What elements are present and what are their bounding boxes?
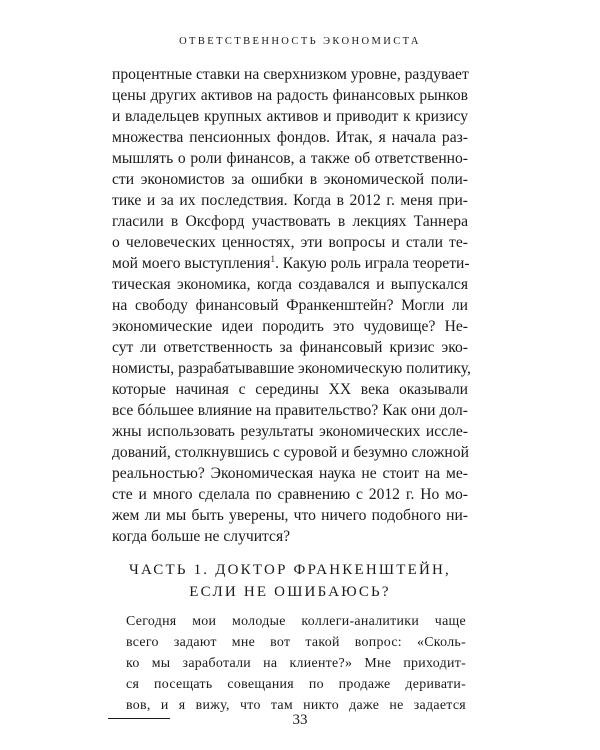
paragraph-line: процентные ставки на сверхнизком уровне, раздувает: [112, 66, 469, 83]
paragraph-line: экономические идеи породить это чудовище? Не-: [112, 318, 468, 335]
paragraph-line-tail: . Какую роль играла теорети-: [274, 255, 470, 272]
paragraph-line-text: мой моего выступления: [112, 255, 271, 272]
running-header: ОТВЕТСТВЕННОСТЬ ЭКОНОМИСТА: [179, 36, 421, 47]
paragraph-line: цены других активов на радость финансовых рынков: [112, 87, 468, 104]
paragraph-line: мышлять о роли финансов, а также об ответственно-: [112, 150, 468, 167]
paragraph-line: и владельцев крупных активов и приводит к кризису: [112, 108, 468, 125]
paragraph-line: на свободу финансовый Франкенштейн? Могли ли: [112, 297, 468, 314]
paragraph-line: гласили в Оксфорд участвовать в лекциях Таннера: [112, 213, 468, 230]
section-heading-line-2: ЕСЛИ НЕ ОШИБАЮСЬ?: [189, 584, 391, 600]
paragraph-line: тическая экономика, когда создавался и выпускался: [112, 276, 468, 293]
paragraph-line: которые начиная с середины XX века оказывали: [112, 381, 468, 398]
paragraph-line-last: когда больше не случится?: [112, 528, 291, 545]
lead-line: ко мы заработали на клиенте?» Мне приходит-: [126, 656, 466, 671]
lead-line: ся посещать совещания по продаже деривати-: [126, 677, 466, 692]
paragraph-line: реальностью? Экономическая наука не стоит на ме-: [112, 465, 468, 482]
footnote-reference[interactable]: 1: [270, 253, 275, 264]
paragraph-line: жем ли мы быть уверены, что ничего подобного ни-: [112, 507, 468, 524]
paragraph-line: сте и много сделала по сравнению с 2012 г. Но мо-: [112, 486, 468, 503]
paragraph-line: жны использовать результаты экономических иссле-: [112, 423, 468, 440]
paragraph-line: сут ли ответственность за финансовый кризис эко-: [112, 339, 468, 356]
paragraph-line-with-footnote: [112, 254, 468, 274]
lead-line: Сегодня мои молодые коллеги-аналитики чаще: [126, 614, 466, 629]
lead-line: вов, и я вижу, что там никто даже не задается: [126, 698, 466, 713]
paragraph-line: дований, столкнувшись с суровой и безумно сложной: [112, 444, 469, 461]
paragraph-line: множества пенсионных фондов. Итак, я начала раз-: [112, 129, 468, 146]
paragraph-line: о человеческих ценностях, эти вопросы и стали те-: [112, 234, 468, 251]
paragraph-line: тике и за их последствия. Когда в 2012 г. меня при-: [112, 192, 468, 209]
paragraph-line: сти экономистов за ошибки в экономической поли-: [112, 171, 468, 188]
footnote-rule: [108, 718, 170, 719]
section-heading-line-1: ЧАСТЬ 1. ДОКТОР ФРАНКЕНШТЕЙН,: [129, 562, 451, 578]
lead-line: всего задают мне вот такой вопрос: «Сколь-: [126, 635, 466, 650]
paragraph-line: все бóльшее влияние на правительство? Как они дол-: [112, 402, 468, 419]
paragraph-line: номисты, разрабатывавшие экономическую политику,: [112, 360, 471, 377]
page-number: 33: [292, 712, 308, 728]
